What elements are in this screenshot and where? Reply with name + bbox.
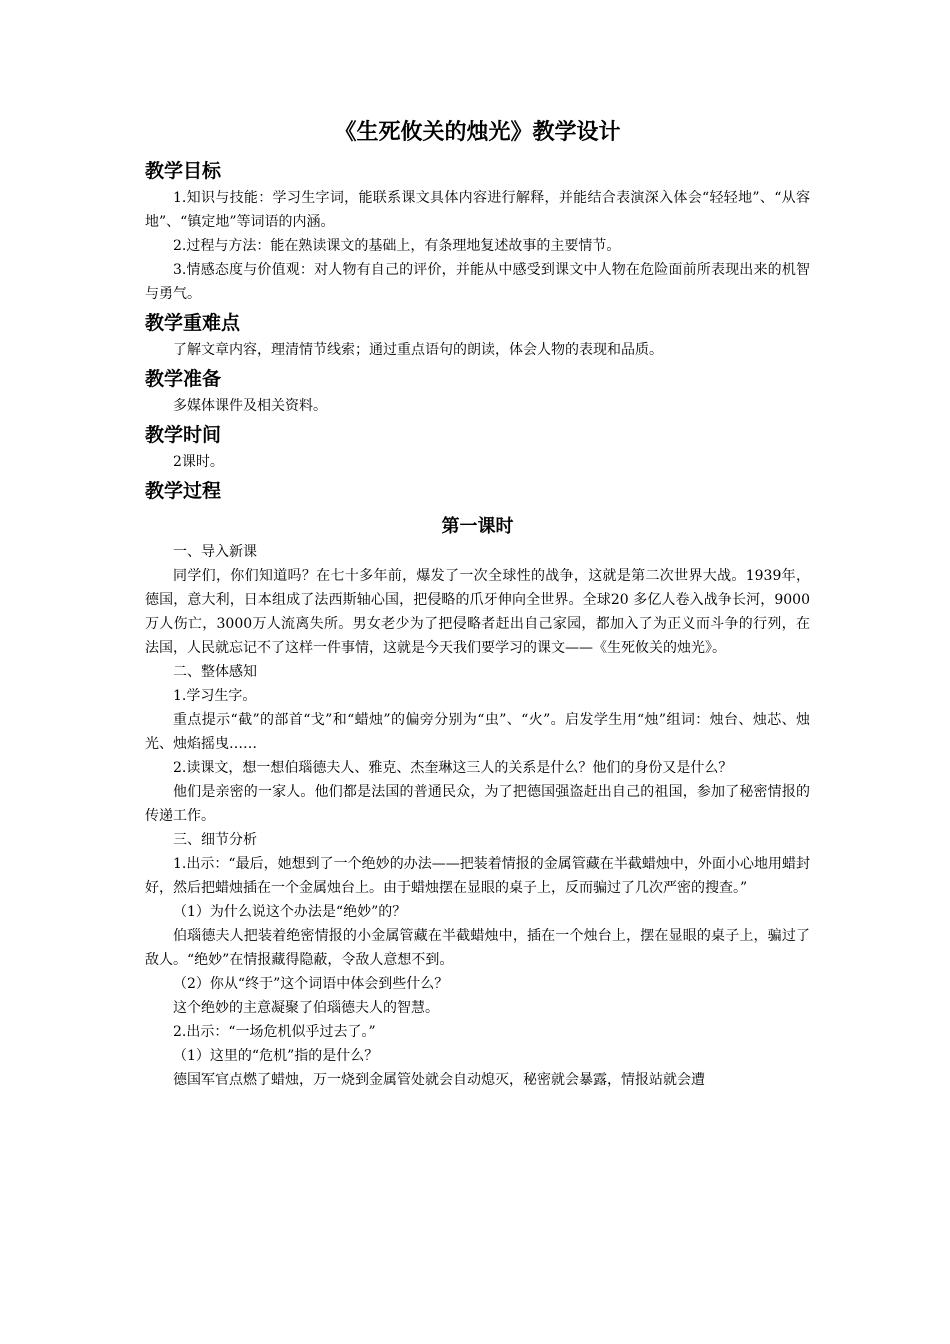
document-title: 《生死攸关的烛光》教学设计: [334, 120, 621, 145]
process-paragraph: 同学们，你们知道吗？在七十多年前，爆发了一次全球性的战争，这就是第二次世界大战。1939年，德国，意大利，日本组成了法西斯轴心国，把侵略的爪牙伸向全世界。全球20 多亿人卷入战争长河，9000万人伤亡，3000万人流离失所。男女老少为了把侵略者赶出自己家园，都加入了为正义而斗争的行列，在法国，人民就忘记不了这样一件事情，这就是今天我们要学习的课文——《生死攸关的烛光》。: [145, 568, 810, 656]
goal-item: 1.知识与技能：学习生字词，能联系课文具体内容进行解释，并能结合表演深入体会“轻轻地”、“从容地”、“镇定地”等词语的内涵。: [145, 190, 810, 230]
process-paragraph: 三、细节分析: [173, 832, 257, 848]
keypoints-text: 了解文章内容，理清情节线索；通过重点语句的朗读，体会人物的表现和品质。: [173, 342, 663, 358]
process-paragraph: 德国军官点燃了蜡烛，万一烧到金属管处就会自动熄灭，秘密就会暴露，情报站就会遭: [173, 1072, 705, 1088]
goal-item: 2.过程与方法：能在熟读课文的基础上，有条理地复述故事的主要情节。: [173, 238, 621, 254]
process-paragraph: 1.出示：“最后，她想到了一个绝妙的办法——把装着情报的金属管藏在半截蜡烛中，外面小心地用蜡封好，然后把蜡烛插在一个金属烛台上。由于蜡烛摆在显眼的桌子上，反而骗过了几次严密的搜查。”: [145, 856, 810, 896]
goal-item: 3.情感态度与价值观：对人物有自己的评价，并能从中感受到课文中人物在危险面前所表现出来的机智与勇气。: [145, 262, 810, 302]
section-heading-prep: 教学准备: [145, 368, 222, 390]
process-paragraph: （1）这里的“危机”指的是什么？: [173, 1048, 379, 1064]
lesson-title: 第一课时: [441, 516, 514, 537]
process-paragraph: （1）为什么说这个办法是“绝妙”的？: [173, 904, 407, 920]
process-paragraph: 重点提示“截”的部首“戈”和“蜡烛”的偏旁分别为“虫”、“火”。启发学生用“烛”组词：烛台、烛芯、烛光、烛焰摇曳……: [145, 712, 810, 752]
process-paragraph: 这个绝妙的主意凝聚了伯瑙德夫人的智慧。: [173, 1000, 439, 1016]
process-paragraph: 伯瑙德夫人把装着绝密情报的小金属管藏在半截蜡烛中，插在一个烛台上，摆在显眼的桌子上，骗过了敌人。“绝妙”在情报藏得隐蔽，令敌人意想不到。: [145, 928, 810, 968]
section-heading-process: 教学过程: [145, 480, 222, 502]
prep-text: 多媒体课件及相关资料。: [173, 398, 327, 414]
process-paragraph: 他们是亲密的一家人。他们都是法国的普通民众，为了把德国强盗赶出自己的祖国，参加了秘密情报的传递工作。: [145, 784, 810, 824]
process-paragraph: 2.出示：“一场危机似乎过去了。”: [173, 1024, 376, 1040]
process-paragraph: 一、导入新课: [173, 544, 257, 560]
process-paragraph: 2.读课文，想一想伯瑙德夫人、雅克、杰奎琳这三人的关系是什么？他们的身份又是什么？: [173, 760, 733, 776]
process-paragraph: 1.学习生字。: [173, 688, 257, 704]
document-page: [145, 118, 810, 1092]
process-paragraph: （2）你从“终于”这个词语中体会到些什么？: [173, 976, 449, 992]
time-text: 2课时。: [173, 454, 224, 470]
section-heading-keypoints: 教学重难点: [145, 312, 241, 334]
section-heading-time: 教学时间: [145, 424, 222, 446]
process-paragraph: 二、整体感知: [173, 664, 257, 680]
section-heading-goals: 教学目标: [145, 160, 222, 182]
